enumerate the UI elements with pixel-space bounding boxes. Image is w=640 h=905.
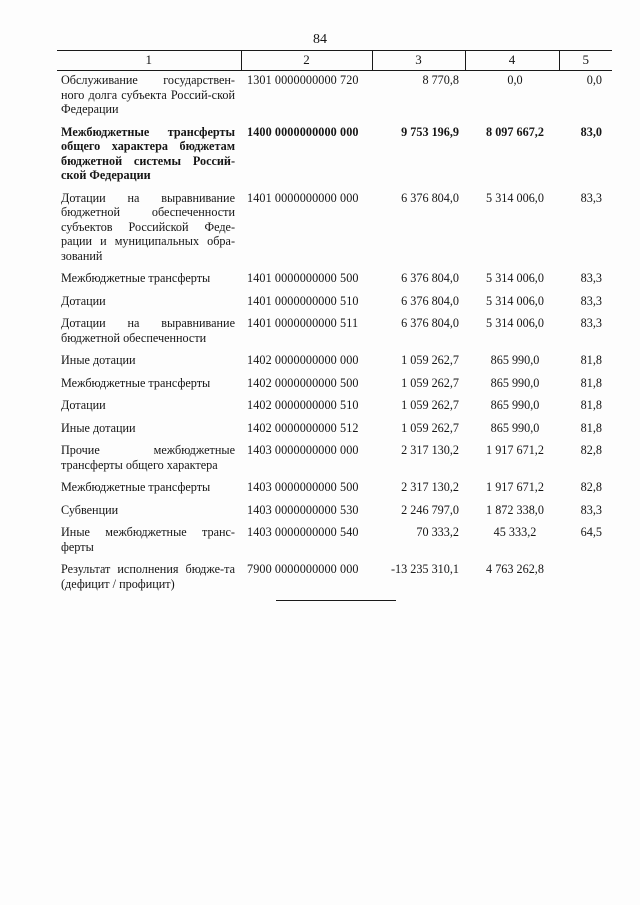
row-value-col3-cell: 70 333,2 [416,525,459,539]
row-value-col4-cell: 865 990,0 [490,420,540,435]
row-name-cell: Иные дотации [61,353,136,367]
row-value-col5-cell: 64,5 [580,525,602,539]
row-code-cell: 1403 0000000000 000 [247,443,359,457]
row-name-cell: Иные дотации [61,420,136,435]
row-value-col5-cell: 81,8 [580,398,602,412]
row-value-col5-cell: 83,0 [580,124,602,139]
row-value-col3-cell: 2 246 797,0 [401,502,459,517]
row-name-cell: Иные межбюджетные транс-ферты [61,525,235,554]
row-name-cell: Межбюджетные трансферты [61,375,211,390]
row-value-col3-cell: 6 376 804,0 [401,316,459,330]
table-row [57,271,612,294]
row-code-cell: 1402 0000000000 512 [247,420,359,435]
table-row [57,376,612,399]
row-value-col5-cell: 83,3 [580,316,602,330]
row-name-cell: Дотации на выравнивание бюджетной обеспеченности [61,316,235,345]
column-header-4: 4 [465,51,559,71]
row-value-col4-cell: 1 917 671,2 [486,480,544,494]
row-value-col3-cell: 6 376 804,0 [401,271,459,285]
row-value-col3-cell: 6 376 804,0 [401,190,459,205]
row-value-col3-cell: 8 770,8 [422,73,459,87]
table-header-row [57,51,612,71]
row-value-col4-cell: 865 990,0 [490,398,540,412]
row-value-col3-cell: 1 059 262,7 [401,375,459,390]
table-row [57,421,612,444]
page-number: 84 [313,32,327,47]
row-code-cell: 1403 0000000000 540 [247,525,359,539]
row-code-cell: 1403 0000000000 530 [247,502,359,517]
row-value-col5-cell: 81,8 [580,420,602,435]
table-row [57,503,612,526]
row-code-cell: 1402 0000000000 510 [247,398,359,412]
row-name-cell: Межбюджетные трансферты [61,271,211,285]
row-value-col3-cell: 2 317 130,2 [401,480,459,494]
row-code-cell: 1401 0000000000 500 [247,271,359,285]
table-row [57,125,612,191]
column-header-1: 1 [57,51,241,71]
row-value-col5-cell: 83,3 [580,190,602,205]
row-value-col3-cell: 2 317 130,2 [401,443,459,457]
row-value-col4-cell: 5 314 006,0 [486,293,544,308]
row-code-cell: 1403 0000000000 500 [247,480,359,494]
table-row [57,353,612,376]
row-value-col3-cell: 1 059 262,7 [401,353,459,367]
column-header-2: 2 [241,51,372,71]
row-value-col3-cell: 6 376 804,0 [401,293,459,308]
row-code-cell: 1402 0000000000 000 [247,353,359,367]
row-value-col5-cell: 83,3 [580,502,602,517]
table-body [57,71,612,600]
row-value-col3-cell: 9 753 196,9 [401,124,459,139]
table-row [57,294,612,317]
row-value-col4-cell: 5 314 006,0 [486,190,544,205]
row-code-cell: 1401 0000000000 000 [247,190,359,205]
row-name-cell: Субвенции [61,502,119,517]
table-row [57,443,612,480]
table-row [57,480,612,503]
row-name-cell: Межбюджетные трансферты [61,480,211,494]
row-value-col4-cell: 865 990,0 [490,375,540,390]
row-value-col4-cell: 5 314 006,0 [486,316,544,330]
budget-table [57,50,612,599]
table-row [57,316,612,353]
row-code-cell: 1301 0000000000 720 [247,73,359,87]
row-value-col4-cell: 1 917 671,2 [486,443,544,457]
row-value-col4-cell: 0,0 [507,73,523,87]
row-value-col5-cell: 83,3 [580,271,602,285]
row-name-cell: Результат исполнения бюдже-та (дефицит / профицит) [61,562,235,591]
row-name-cell: Межбюджетные трансферты общего характера бюджетам бюджетной системы Россий-ской Федерации [61,124,235,182]
table-row [57,562,612,599]
table-row [57,191,612,272]
row-value-col5-cell: 0,0 [586,73,602,87]
column-header-5: 5 [559,51,612,71]
row-value-col5-cell: 82,8 [580,480,602,494]
table-row [57,398,612,421]
row-name-cell: Дотации [61,293,106,308]
row-name-cell: Обслуживание государствен-ного долга субъекта Россий-ской Федерации [61,73,235,116]
row-value-col5-cell [559,562,612,599]
row-name-cell: Прочие межбюджетные трансферты общего характера [61,443,235,472]
row-code-cell: 1400 0000000000 000 [247,124,359,139]
row-value-col5-cell: 83,3 [580,293,602,308]
row-value-col4-cell: 8 097 667,2 [486,124,544,139]
row-code-cell: 1401 0000000000 510 [247,293,359,308]
row-value-col3-cell: 1 059 262,7 [401,398,459,412]
row-code-cell: 7900 0000000000 000 [247,562,359,576]
row-value-col4-cell: 5 314 006,0 [486,271,544,285]
row-value-col5-cell: 81,8 [580,375,602,390]
row-value-col3-cell: -13 235 310,1 [390,562,459,576]
row-code-cell: 1401 0000000000 511 [247,316,359,330]
row-name-cell: Дотации [61,398,106,412]
row-value-col5-cell: 81,8 [580,353,602,367]
table-row [57,525,612,562]
row-value-col4-cell: 1 872 338,0 [486,502,544,517]
row-value-col4-cell: 45 333,2 [493,525,537,539]
row-value-col3-cell: 1 059 262,7 [401,420,459,435]
end-rule [276,600,396,601]
row-value-col5-cell: 82,8 [580,443,602,457]
row-name-cell: Дотации на выравнивание бюджетной обеспеченности субъектов Российской Феде-рации и муниципальных обра-зований [61,190,235,263]
row-code-cell: 1402 0000000000 500 [247,375,359,390]
row-value-col4-cell: 4 763 262,8 [486,562,544,576]
column-header-3: 3 [372,51,465,71]
table-row [57,71,612,125]
row-value-col4-cell: 865 990,0 [490,353,540,367]
